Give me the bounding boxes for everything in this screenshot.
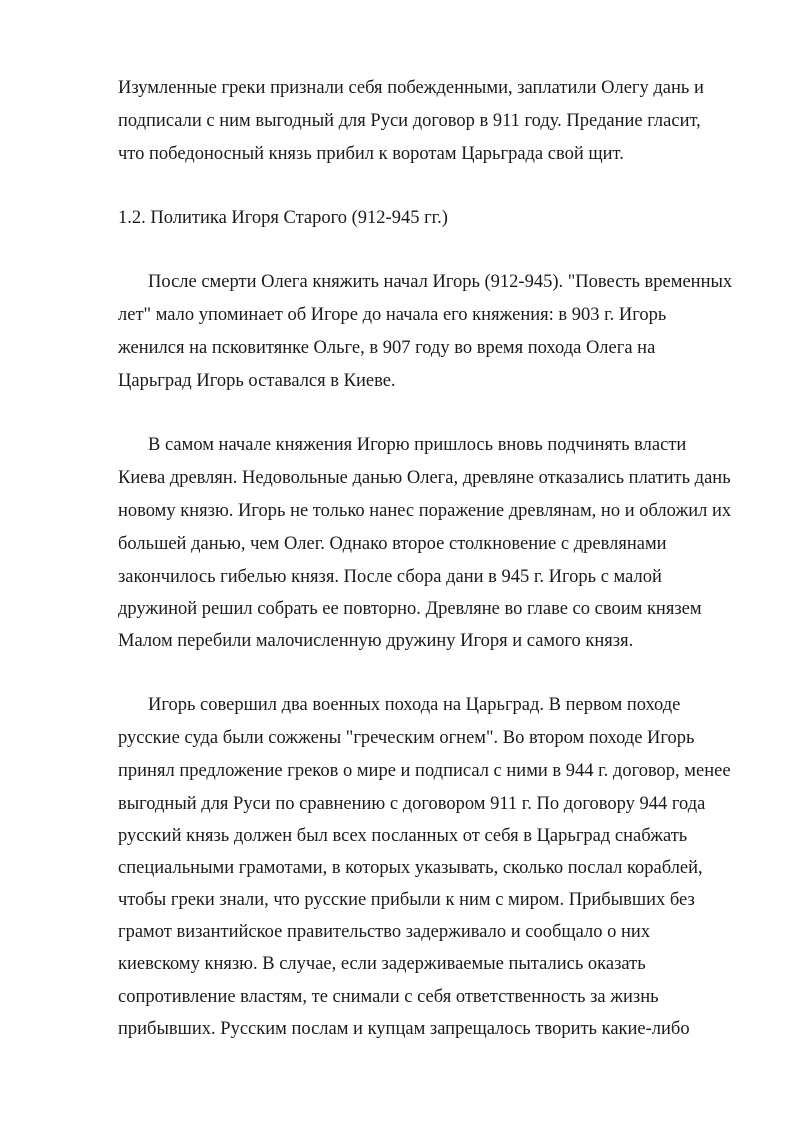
paragraph-3-line-3: принял предложение греков о мире и подписал с ними в 944 г. договор, менее	[118, 761, 731, 781]
paragraph-3-line-2: русские суда были сожжены "греческим огнем". Во втором походе Игорь	[118, 728, 695, 748]
paragraph-2-line-2: Киева древлян. Недовольные данью Олега, древляне отказались платить дань	[118, 468, 731, 488]
paragraph-2-line-3: новому князю. Игорь не только нанес поражение древлянам, но и обложил их	[118, 501, 732, 521]
paragraph-3-line-1: Игорь совершил два военных похода на Царьград. В первом походе	[148, 695, 681, 715]
paragraph-2-line-6: дружиной решил собрать ее повторно. Древляне во главе со своим князем	[118, 599, 702, 619]
paragraph-2-line-5: закончилось гибелью князя. После сбора дани в 945 г. Игорь с малой	[118, 567, 662, 587]
section-heading: 1.2. Политика Игоря Старого (912-945 гг.)	[118, 208, 448, 228]
intro-line-2: подписали с ним выгодный для Руси договор в 911 году. Предание гласит,	[118, 111, 701, 131]
paragraph-1-line-1: После смерти Олега княжить начал Игорь (912-945). "Повесть временных	[148, 272, 733, 292]
paragraph-1-line-3: женился на псковитянке Ольге, в 907 году во время похода Олега на	[118, 338, 656, 358]
paragraph-2-line-4: большей данью, чем Олег. Однако второе столкновение с древлянами	[118, 534, 667, 554]
paragraph-3-line-7: чтобы греки знали, что русские прибыли к ним с миром. Прибывших без	[118, 890, 695, 910]
paragraph-3-line-5: русский князь должен был всех посланных от себя в Царьград снабжать	[118, 826, 688, 846]
paragraph-3-line-11: прибывших. Русским послам и купцам запрещалось творить какие-либо	[118, 1019, 690, 1039]
paragraph-3-line-8: грамот византийское правительство задерживало и сообщало о них	[118, 922, 651, 942]
paragraph-2-line-7: Малом перебили малочисленную дружину Игоря и самого князя.	[118, 631, 634, 651]
paragraph-1-line-4: Царьград Игорь оставался в Киеве.	[118, 371, 396, 391]
paragraph-3-line-6: специальными грамотами, в которых указывать, сколько послал кораблей,	[118, 858, 703, 878]
paragraph-2-line-1: В самом начале княжения Игорю пришлось вновь подчинять власти	[148, 435, 687, 455]
paragraph-3-line-10: сопротивление властям, те снимали с себя ответственность за жизнь	[118, 987, 659, 1007]
paragraph-1-line-2: лет" мало упоминает об Игоре до начала его княжения: в 903 г. Игорь	[118, 305, 667, 325]
paragraph-3-line-9: киевскому князю. В случае, если задерживаемые пытались оказать	[118, 954, 646, 974]
intro-line-1: Изумленные греки признали себя побежденными, заплатили Олегу дань и	[118, 78, 704, 98]
intro-line-3: что победоносный князь прибил к воротам Царьграда свой щит.	[118, 144, 624, 164]
paragraph-3-line-4: выгодный для Руси по сравнению с договором 911 г. По договору 944 года	[118, 794, 706, 814]
